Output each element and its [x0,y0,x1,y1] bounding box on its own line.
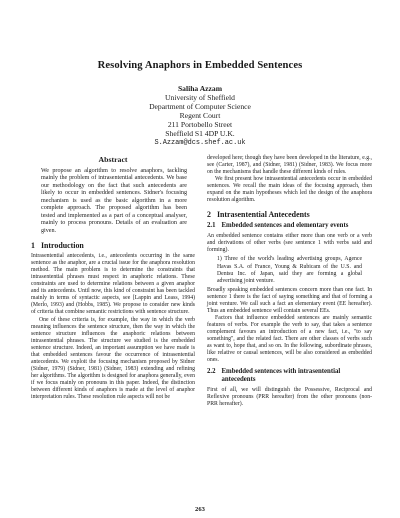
subsection-title: Embedded sentences and elementary events [221,222,349,230]
right-column [207,155,372,408]
body-paragraph: We first present how intrasentential antecedents occur in embedded sentences. We recall the main ideas of the focusing approach, then expand on the main hypotheses which led the design of the anaphora resolution algorithm. [207,176,372,204]
subsection-heading [207,222,372,230]
body-paragraph: developed here; though they have been developed in the literature, e.g., see (Carter, 1987), and (Sidner, 1981) (Sidner, 1983). We focus more on the mechanisms that handle these different kinds of rules. [207,155,372,176]
body-paragraph: One of these criteria is, for example, the way in which the verb meaning influences the sentence structure, then the way in which the sentence structure influences the anaphoric relations between intrasentential phrases. The structure we studied is the embedded sentence structure. Indeed, an important assumption we have made is that embedded sentences favour the occurrence of intrasentential antecedents. We exploit the focusing mechanism proposed by Sidner (Sidner, 1979) (Sidner, 1981) (Sidner, 1983) extending and refining her algorithms. The algorithm is designed for anaphora generally, even if we focus mainly on pronouns in this paper. Indeed, the distinction between different kinds of anaphors is made at the level of anaphor interpretation rules. These resolution rule aspects will not be [31,316,195,401]
example-sentence: 1) Three of the world's leading advertising groups, Agence Havas S.A. of France, Young & Rubicam of the U.S. and Dentsu Inc. of Japan, said they are forming a global advertising joint venture. [217,256,362,284]
body-paragraph: Factors that influence embedded sentences are mainly semantic features of verbs. For example the verb to say, that takes a sentence complement favours an introduction of a new fact, i.e., "to say something", and the related fact. There are other classes of verbs such as want to, hope that, and so on. In the following, subordinate phrases, like relative or causal sentences, will be also considered as embedded ones. [207,314,372,364]
body-paragraph: Intrasentential antecedents, i.e., antecedents occurring in the same sentence as the anaphor, are a crucial issue for the anaphora resolution method. The main problem is to determine the constraints that intrasentential phrases must respect in anaphoric relations. These constraints are used to determine relations between a given anaphor and its antecedents. Until now, this kind of constraint has been tackled mainly in terms of syntactic aspects, see [Lappin and Leass, 1994) (Merlo, 1993) and (Hobbs, 1985). We propose to consider new kinds of criteria that combine semantic restrictions with sentence structure. [31,253,195,316]
affiliation-line: Regent Court [179,111,221,121]
subsection-number: 2.2 [207,368,216,376]
paper-title: Resolving Anaphors in Embedded Sentences [97,60,303,71]
section-title: Intrasentential Antecedents [216,210,310,220]
section-title: Introduction [40,241,84,251]
abstract-heading: Abstract [98,155,128,164]
section-heading [31,241,195,250]
author-email: S.Azzam@dcs.shef.ac.uk [154,138,246,147]
body-paragraph: Broadly speaking embedded sentences concern more than one fact. In sentence 1 there is the fact of saying something and that of forming a joint venture. We call such a fact an elementary event (EE hereafter). Thus an embedded sentence will contain several EEs. [207,286,372,314]
body-paragraph: An embedded sentence contains either more than one verb or a verb and derivations of other verbs (see sentence 1 with verbs said and forming). [207,233,372,254]
section-number: 1 [31,241,35,251]
section-heading [207,210,372,219]
left-column [31,155,195,401]
section-number: 2 [207,210,211,220]
affiliation-line: 211 Portobello Street [167,120,233,130]
affiliation-line: Sheffield S1 4DP U.K. [165,129,235,139]
affiliation-line: University of Sheffield [165,93,235,103]
subsection-title: Embedded sentences with intrasentential antecedents [221,368,341,384]
author-name: Saliha Azzam [177,84,223,93]
body-paragraph: First of all, we will distinguish the Possessive, Reciprocal and Reflexive pronouns (PRR hereafter) from the other pronouns (non-PRR hereafter). [207,387,372,408]
affiliation-line: Department of Computer Science [149,102,251,112]
abstract-text: We propose an algorithm to resolve anaphors, tackling mainly the problem of intrasentential antecedents. We base our methodology on the fact that such antecedents are likely to occur in embedded sentences. Sidner's focusing mechanism is used as the basic algorithm in a more complete approach. The proposed algorithm has been tested and implemented as a part of a conceptual analyser, mainly to process pronouns. Details of an evaluation are given. [41,168,187,234]
subsection-heading [207,368,372,384]
author-block [0,84,400,148]
subsection-number: 2.1 [207,222,216,230]
page-number: 263 [195,506,205,513]
